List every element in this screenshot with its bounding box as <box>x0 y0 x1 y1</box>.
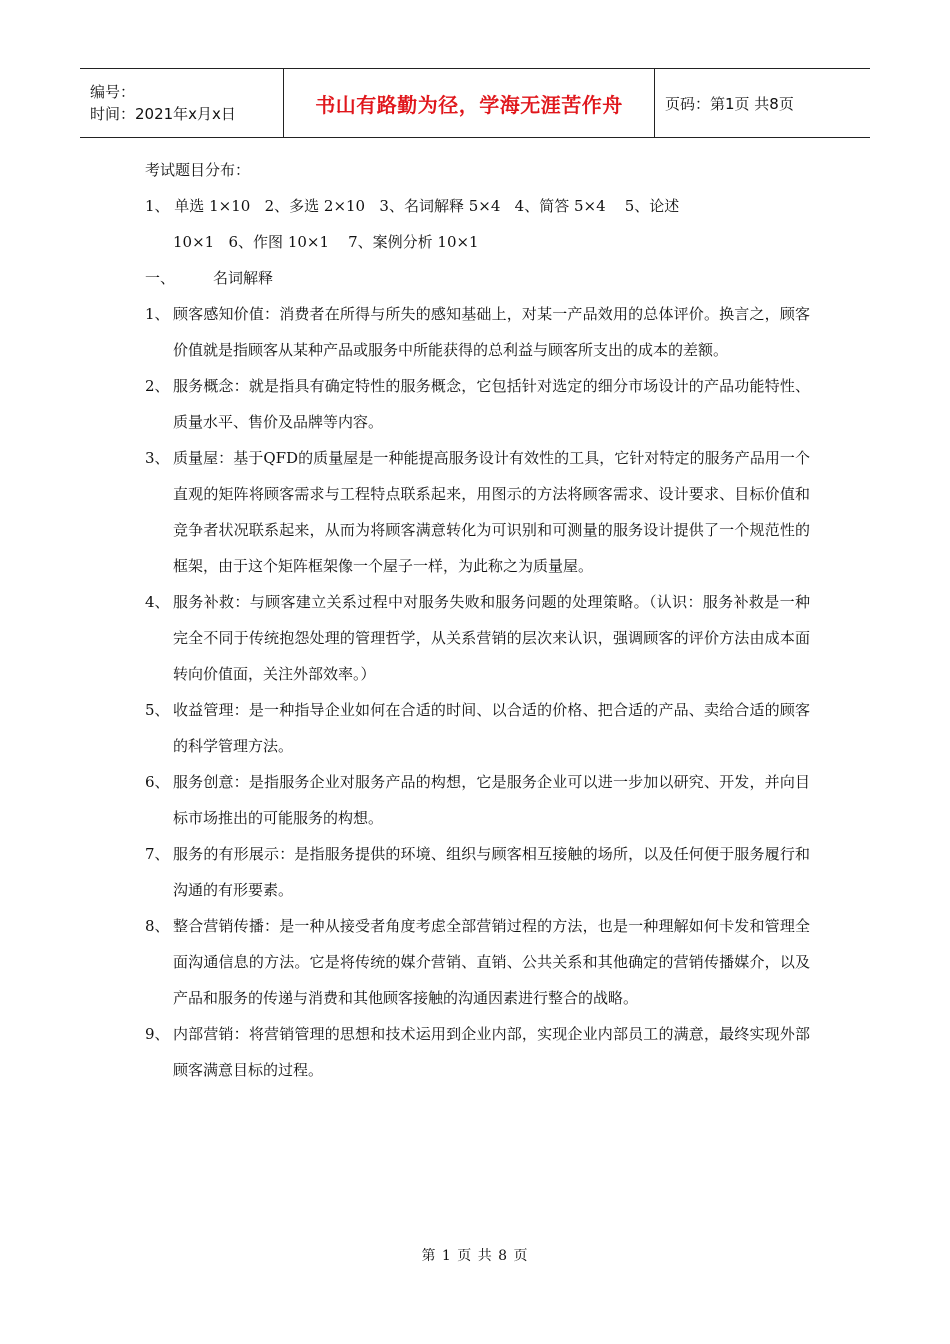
page-footer: 第 1 页 共 8 页 <box>421 1248 529 1264</box>
item-number: 2、 <box>145 377 170 395</box>
motto: 书山有路勤为径，学海无涯苦作舟 <box>283 69 655 137</box>
distribution-line-1: 1、 单选 1×10 2、多选 2×10 3、名词解释 5×4 4、简答 5×4 5、论述 <box>145 197 680 215</box>
item-text: 服务概念：就是指具有确定特性的服务概念，它包括针对选定的细分市场设计的产品功能特性、质量水平、售价及品牌等内容。 <box>173 377 810 431</box>
term-item <box>145 440 810 584</box>
intro-title: 考试题目分布： <box>145 161 251 179</box>
term-item <box>145 836 810 908</box>
item-number: 6、 <box>145 773 170 791</box>
item-text: 收益管理：是一种指导企业如何在合适的时间、以合适的价格、把合适的产品、卖给合适的顾客的科学管理方法。 <box>173 701 810 755</box>
distribution-line-2: 10×1 6、作图 10×1 7、案例分析 10×1 <box>173 233 479 251</box>
section-number: 一、 <box>145 269 176 287</box>
item-number: 8、 <box>145 917 170 935</box>
item-text: 服务创意：是指服务企业对服务产品的构想，它是服务企业可以进一步加以研究、开发，并向目标市场推出的可能服务的构想。 <box>173 773 810 827</box>
item-number: 9、 <box>145 1025 170 1043</box>
page-info: 页码：第1页 共8页 <box>665 94 794 113</box>
item-text: 顾客感知价值：消费者在所得与所失的感知基础上，对某一产品效用的总体评价。换言之，顾客价值就是指顾客从某种产品或服务中所能获得的总利益与顾客所支出的成本的差额。 <box>173 305 810 359</box>
item-text: 服务补救：与顾客建立关系过程中对服务失败和服务问题的处理策略。（认识：服务补救是一种完全不同于传统抱怨处理的管理哲学，从关系营销的层次来认识，强调顾客的评价方法由成本面转向价值面，关注外部效率。） <box>173 593 810 683</box>
item-number: 5、 <box>145 701 170 719</box>
term-item <box>145 692 810 764</box>
header-meta <box>80 69 283 137</box>
item-text: 服务的有形展示：是指服务提供的环境、组织与顾客相互接触的场所，以及任何便于服务履行和沟通的有形要素。 <box>173 845 810 899</box>
section-title: 名词解释 <box>213 269 274 287</box>
item-number: 4、 <box>145 593 170 611</box>
time-label: 时间：2021年x月x日 <box>90 105 236 123</box>
item-text: 质量屋：基于QFD的质量屋是一种能提高服务设计有效性的工具，它针对特定的服务产品用一个直观的矩阵将顾客需求与工程特点联系起来，用图示的方法将顾客需求、设计要求、目标价值和竞争者状况联系起来，从而为将顾客满意转化为可识别和可测量的服务设计提供了一个规范性的框架，由于这个矩阵框架像一个屋子一样，为此称之为质量屋。 <box>173 449 810 575</box>
term-item <box>145 368 810 440</box>
item-text: 整合营销传播：是一种从接受者角度考虑全部营销过程的方法，也是一种理解如何卡发和管理全面沟通信息的方法。它是将传统的媒介营销、直销、公共关系和其他确定的营销传播媒介，以及产品和服务的传递与消费和其他顾客接触的沟通因素进行整合的战略。 <box>173 917 810 1007</box>
document-body <box>145 152 810 1088</box>
item-text: 内部营销：将营销管理的思想和技术运用到企业内部，实现企业内部员工的满意，最终实现外部顾客满意目标的过程。 <box>173 1025 810 1079</box>
section-heading <box>145 260 810 296</box>
term-item <box>145 1016 810 1088</box>
item-number: 3、 <box>145 449 170 467</box>
code-label: 编号： <box>90 83 136 101</box>
term-item <box>145 908 810 1016</box>
item-number: 7、 <box>145 845 170 863</box>
term-item <box>145 296 810 368</box>
term-item <box>145 584 810 692</box>
item-number: 1、 <box>145 305 170 323</box>
term-item <box>145 764 810 836</box>
page-header <box>80 68 870 138</box>
